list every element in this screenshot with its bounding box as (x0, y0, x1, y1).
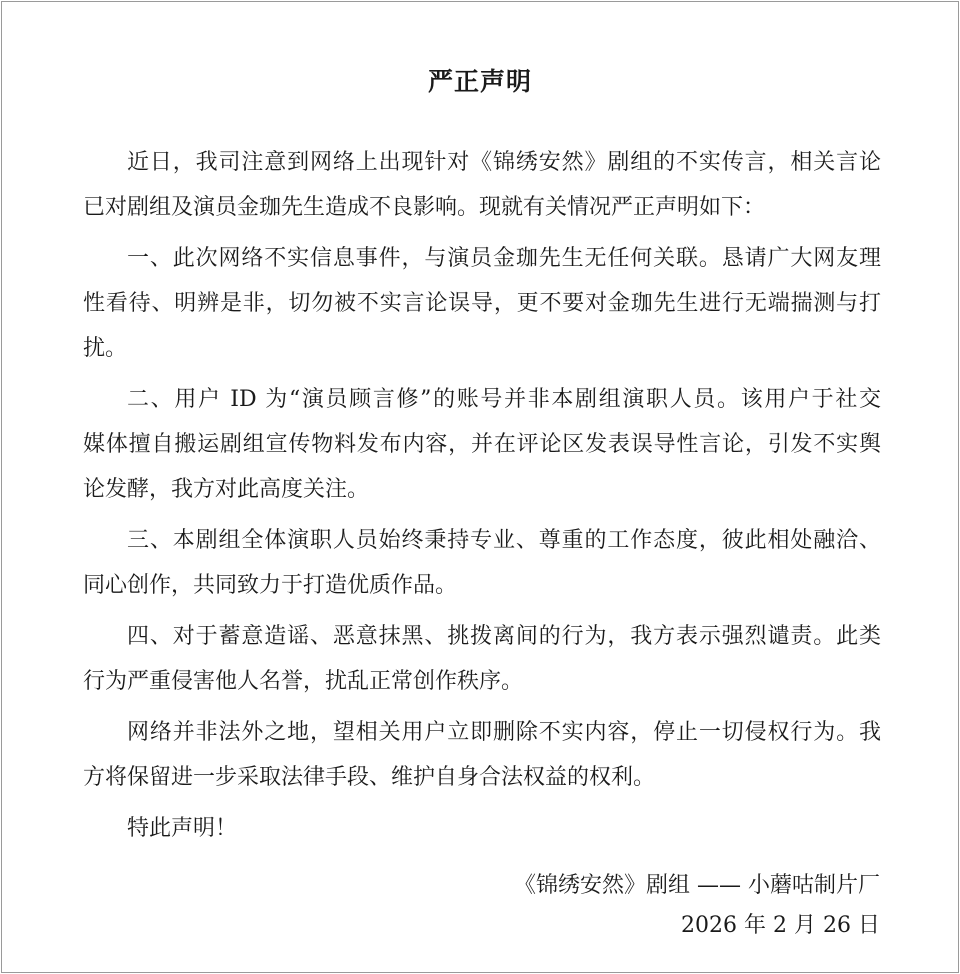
paragraph-warning (83, 710, 881, 800)
paragraph-point-4 (83, 614, 881, 704)
text-line: 特此声明！ (127, 816, 238, 841)
text-line: 方将保留进一步采取法律手段、维护自身合法权益的权利。 (83, 765, 656, 790)
paragraph-intro (83, 140, 881, 230)
text-line: 同心创作，共同致力于打造优质作品。 (83, 573, 458, 598)
text-line: 网络并非法外之地，望相关用户立即删除不实内容，停止一切侵权行为。我 (127, 720, 881, 745)
text-line: 行为严重侵害他人名誉，扰乱正常创作秩序。 (83, 669, 524, 694)
text-line: 媒体擅自搬运剧组宣传物料发布内容，并在评论区发表误导性言论，引发不实舆 (83, 432, 881, 457)
paragraph-point-3 (83, 518, 881, 608)
text-line: 扰。 (83, 336, 128, 361)
paragraph-point-2 (83, 377, 881, 512)
date: 2026 年 2 月 26 日 (681, 913, 880, 938)
text-line: 已对剧组及演员金珈先生造成不良影响。现就有关情况严正声明如下： (83, 195, 766, 220)
paragraph-closing (83, 806, 881, 851)
text-line: 性看待、明辨是非，切勿被不实言论误导，更不要对金珈先生进行无端揣测与打 (83, 291, 881, 316)
text-line: 论发酵，我方对此高度关注。 (83, 477, 370, 502)
text-line: 一、此次网络不实信息事件，与演员金珈先生无任何关联。恳请广大网友理 (127, 246, 881, 271)
text-line: 四、对于蓄意造谣、恶意抹黑、挑拨离间的行为，我方表示强烈谴责。此类 (127, 624, 881, 649)
text-line: 三、本剧组全体演职人员始终秉持专业、尊重的工作态度，彼此相处融洽、 (127, 528, 881, 553)
text-line: 近日，我司注意到网络上出现针对《锦绣安然》剧组的不实传言，相关言论 (127, 150, 881, 175)
document-body (83, 140, 881, 857)
text-line: 二、用户 ID 为“演员顾言修”的账号并非本剧组演职人员。该用户于社交 (127, 387, 881, 412)
document-title: 严正声明 (427, 67, 532, 96)
paragraph-point-1 (83, 236, 881, 371)
signature: 《锦绣安然》剧组 —— 小蘑咕制片厂 (514, 873, 880, 898)
